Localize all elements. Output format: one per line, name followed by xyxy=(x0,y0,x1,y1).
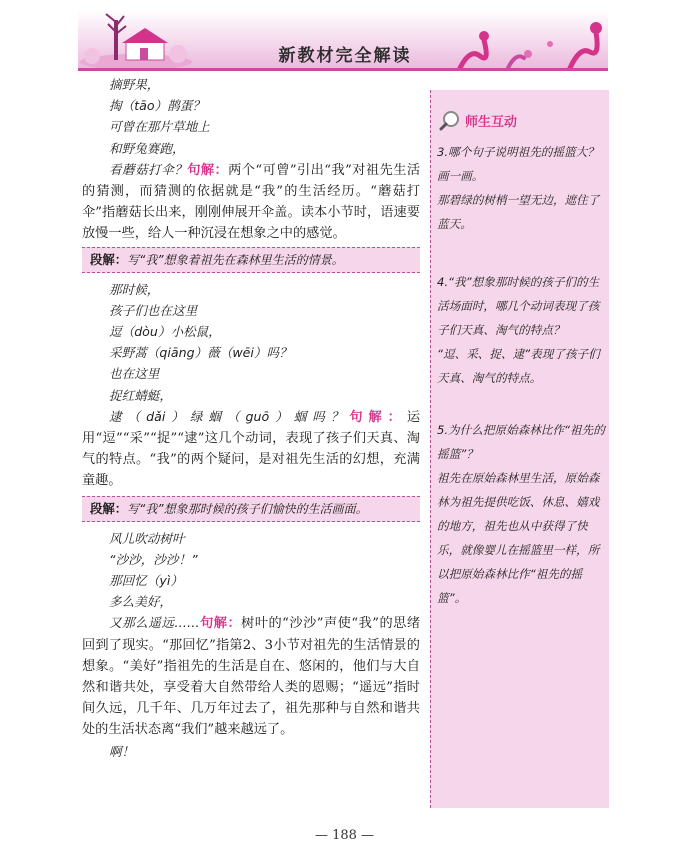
house-tree-decoration xyxy=(78,12,198,70)
poem-line: 逗（dòu）小松鼠， xyxy=(109,324,221,340)
question-4: 4.“我”想象那时候的孩子们的生活场面时，哪几个动词表现了孩子们天真、淘气的特点？ xyxy=(437,275,600,337)
poem-line: 孩子们也在这里 xyxy=(109,302,198,318)
poem-line: 多么美好， xyxy=(109,594,172,610)
note-text: 运用“逗”“采”“捉”“逮”这几个动词，表现了孩子们天真、淘气的特点。“我”的两个疑问，是对祖先生活的幻想，充满童趣。 xyxy=(82,409,420,489)
poem-line: 看蘑菇打伞？ xyxy=(109,161,188,177)
page-number: — 188 — xyxy=(314,828,375,843)
question-3: 3.哪个句子说明祖先的摇篮大？画一画。 xyxy=(437,145,599,183)
panel-heading xyxy=(439,108,517,132)
poem-line: 掏（tāo）鹊蛋？ xyxy=(109,98,205,114)
note-tag: 句解： xyxy=(349,409,407,425)
note-text: 两个“可曾”引出“我”对祖先生活的猜测，而猜测的依据就是“我”的生活经历。“蘑菇打伞”指蘑菇长出来，刚刚伸展开伞盖。读本小节时，语速要放慢一些，给人一种沉浸在想象之中的感觉。 xyxy=(82,162,421,242)
note-tag: 句解： xyxy=(199,616,242,632)
magnifier-icon xyxy=(439,109,461,131)
header-rule xyxy=(78,68,608,71)
answer-3: 那碧绿的树梢一望无边，遮住了蓝天。 xyxy=(437,193,600,231)
paragraph-summary xyxy=(82,247,420,273)
poem-line: 那时候， xyxy=(109,281,160,297)
cartoon-figures-decoration xyxy=(450,18,606,70)
question-5: 5.为什么把原始森林比作“祖先的摇篮”？ xyxy=(437,423,605,461)
panel-title: 师生互动 xyxy=(465,114,518,130)
book-title: 新教材完全解读 xyxy=(278,46,412,66)
paragraph-summary xyxy=(82,496,420,522)
panel-body xyxy=(437,140,607,610)
poem-line: 也在这里 xyxy=(109,366,160,382)
poem-line: 又那么遥远…… xyxy=(109,615,200,631)
poem-line: 可曾在那片草地上 xyxy=(109,119,210,135)
poem-line: 采野蒿（qiāng）薇（wēi）吗？ xyxy=(109,345,292,361)
summary-label: 段解： xyxy=(90,500,128,516)
poem-line: 风儿吹动树叶 xyxy=(109,530,185,546)
answer-5: 祖先在原始森林里生活，原始森林为祖先提供吃饭、休息、嬉戏的地方，祖先也从中获得了快乐，就像婴儿在摇篮里一样，所以把原始森林比作“祖先的摇篮”。 xyxy=(437,471,600,605)
note-text: 树叶的“沙沙”声使“我”的思绪回到了现实。“那回忆”指第2、3小节对祖先的生活情景的想象。“美好”指祖先的生活是自在、悠闲的，他们与大自然和谐共处，享受着大自然带给人类的恩赐；“遥远”指时间久远，几千年、几万年过去了，祖先那种与自然和谐共处的生活状态离“我们”越来越远了。 xyxy=(82,616,421,738)
summary-text: 写“我”想象着祖先在森林里生活的情景。 xyxy=(127,252,344,267)
main-column xyxy=(82,74,420,762)
poem-line: 捉红蜻蜓， xyxy=(109,387,172,403)
note-tag: 句解： xyxy=(187,162,229,178)
summary-label: 段解： xyxy=(90,251,128,267)
sentence-note xyxy=(82,406,420,492)
poem-line: “沙沙，沙沙！” xyxy=(109,551,198,567)
teacher-student-panel xyxy=(430,90,609,808)
answer-4: “逗、采、捉、逮”表现了孩子们天真、淘气的特点。 xyxy=(437,347,600,385)
sentence-note xyxy=(82,159,420,245)
poem-line: 和野兔赛跑， xyxy=(109,140,185,156)
summary-text: 写“我”想象那时候的孩子们愉快的生活画面。 xyxy=(127,501,368,516)
poem-line: 逮（dǎi）绿蝈（guō）蝈吗？ xyxy=(109,408,350,424)
page-header xyxy=(0,0,689,72)
poem-line: 啊！ xyxy=(109,743,135,759)
poem-line: 那回忆（yì） xyxy=(109,573,183,589)
sentence-note xyxy=(82,612,420,740)
poem-line: 摘野果， xyxy=(109,77,160,92)
